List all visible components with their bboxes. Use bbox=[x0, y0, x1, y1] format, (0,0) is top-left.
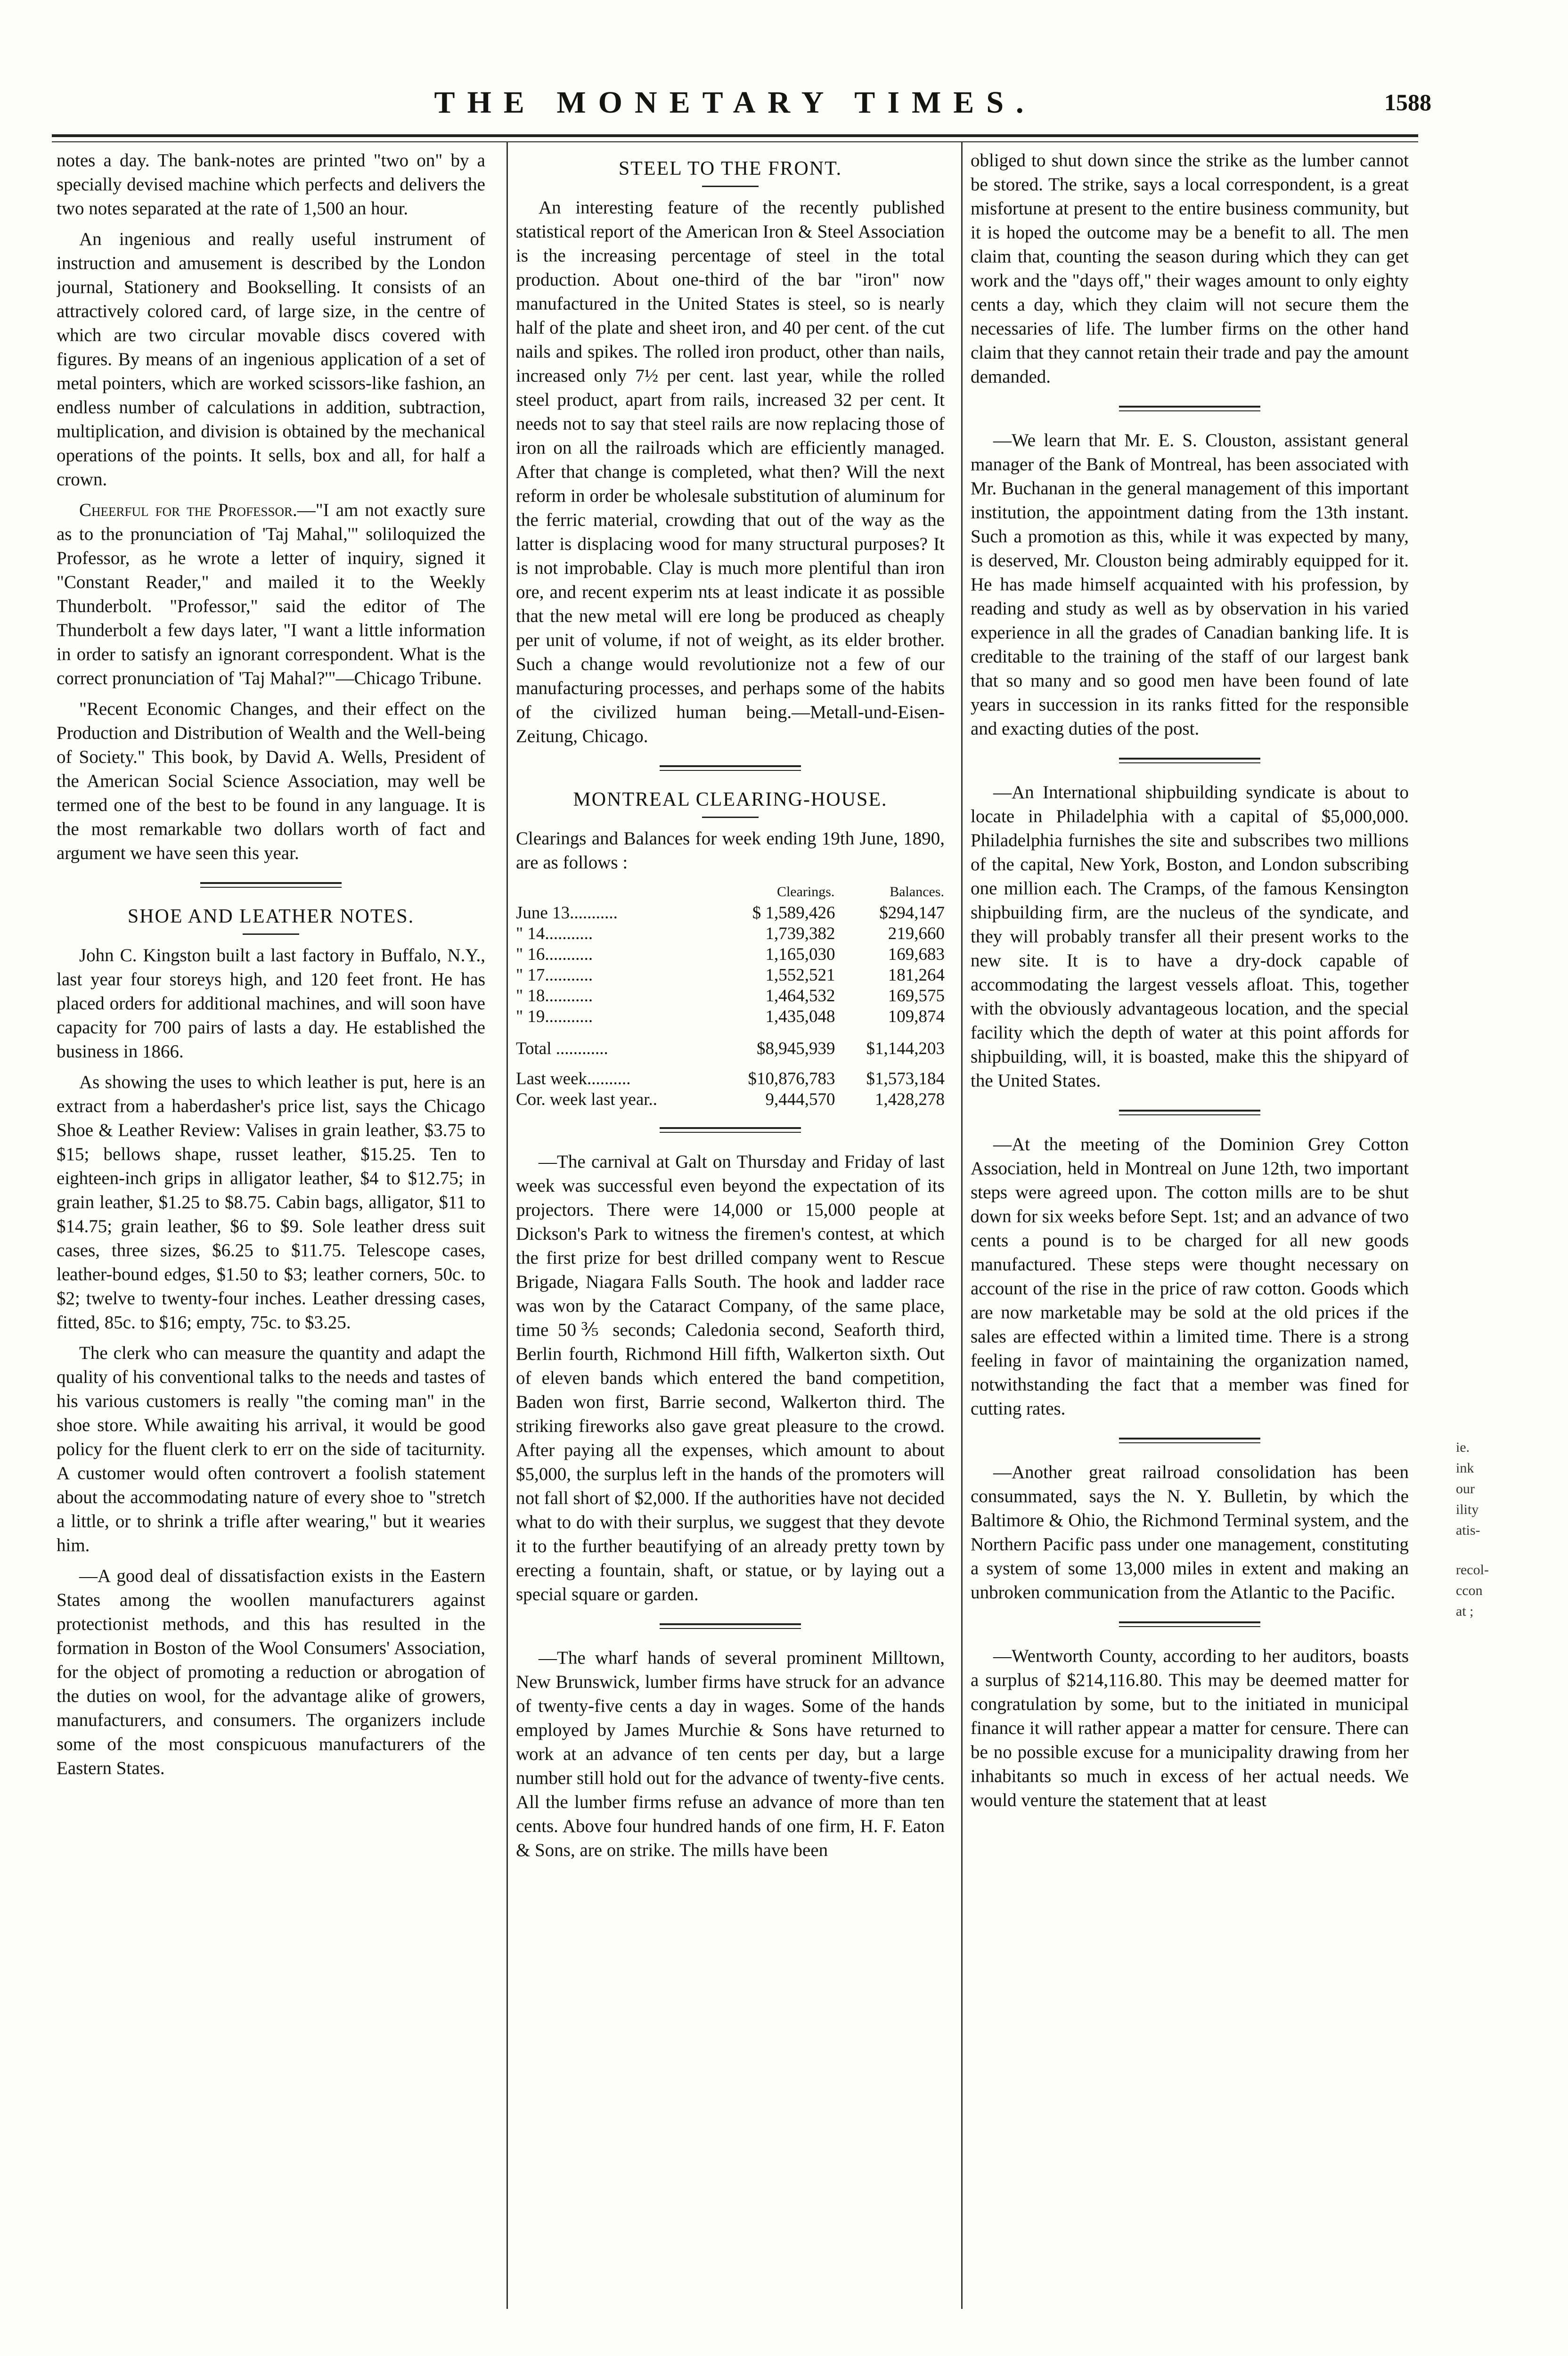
article-text: As showing the uses to which leather is put, here is an extract from a haberdasher's price list, says the Chicago Shoe & Leather Review: Valises in grain leather, $3.75 to $15; bellows shape, russet leather, $15.25. Ten to eighteen-inch grips in alligator leather, $4 to $12.75; in grain leather, $1.25 to $8.75. Cabin bags, alligator, $11 to $14.75; grain leather, $6 to $9. Sole leather dress suit cases, three sizes, $6.25 to $11.75. Telescope cases, leather-bound edges, $1.50 to $3; leather corners, 50c. to $2; twelve to twenty-four inches. Leather dressing cases, fitted, 85c. to $16; empty, 75c. to $3.25. bbox=[57, 1072, 485, 1333]
margin-fragment: recol- bbox=[1456, 1562, 1489, 1578]
separator-rule bbox=[1119, 1110, 1260, 1115]
article-text: notes a day. The bank-notes are printed "two on" by a specially devised machine which perfects and delivers the two notes separated at the rate of 1,500 an hour. bbox=[57, 150, 485, 219]
separator-rule bbox=[1119, 1621, 1260, 1627]
separator-rule bbox=[660, 765, 801, 771]
heading-rule bbox=[243, 933, 299, 935]
article-body: —"I am not exactly sure as to the pronunciation of 'Taj Mahal,'" soliloquized the Professor, as he wrote a letter of inquiry, signed it "Constant Reader," and mailed it to the Weekly Thunderbolt. "Professor," said the editor of The Thunderbolt a few days later, "I want a little information in order to satisfy an ignorant correspondent. What is the correct pronunciation of 'Taj Mahal?'"—Chicago Tribune. bbox=[57, 500, 485, 688]
margin-fragment: ility bbox=[1456, 1502, 1479, 1517]
article-text: —Wentworth County, according to her auditors, boasts a surplus of $214,116.80. This may be deemed matter for congratulation by some, but to the initiated in municipal finance it will rather appear a matter for censure. There can be no possible excuse for a municipality drawing from her inhabitants so much in excess of her actual needs. We would venture the statement that at least bbox=[971, 1646, 1409, 1810]
column-divider-2 bbox=[961, 141, 963, 2309]
column-3 bbox=[971, 148, 1409, 2316]
margin-fragment: at ; bbox=[1456, 1603, 1474, 1619]
article-text: An ingenious and really useful instrument of instruction and amusement is described by the London journal, Stationery and Bookselling. It consists of an attractively colored card, of large size, in the centre of which are two circular movable discs covered with figures. By means of an ingenious application of a set of metal pointers, which are worked scissors-like fashion, an endless number of calculations in addition, subtraction, multiplication, and division is obtained by the mechanical operations of the points. It sells, box and all, for half a crown. bbox=[57, 229, 485, 490]
margin-fragment: our bbox=[1456, 1481, 1475, 1497]
heading-rule bbox=[702, 186, 759, 187]
article-text: —A good deal of dissatisfaction exists in the Eastern States among the woollen manufacturers against protectionist methods, and this has resulted in the formation in Boston of the Wool Consumers' Association, for the object of promoting a reduction or abrogation of the duties on wool, for the advantage alike of growers, manufacturers, and consumers. The organizers include some of the most conspicuous manufacturers of the Eastern States. bbox=[57, 1566, 485, 1778]
separator-rule bbox=[1119, 758, 1260, 763]
article-text: —We learn that Mr. E. S. Clouston, assistant general manager of the Bank of Montreal, has been associated with Mr. Buchanan in the general management of this important institution, the appointment dating from the 13th instant. Such a promotion as this, while it was expected by many, is deserved, Mr. Clouston being admirably equipped for it. He has made himself acquainted with his profession, by reading and study as well as by observation in his varied experience in all the grades of Canadian banking life. It is creditable to the training of the staff of our largest bank that so many and so good men have been found of late years in succession in its ranks fitted for the responsible and exacting duties of the post. bbox=[971, 430, 1409, 739]
separator-rule bbox=[200, 882, 342, 888]
table-row: " 17........... 1,552,521 181,264 bbox=[516, 965, 945, 985]
column-2 bbox=[516, 148, 945, 2316]
article-text: John C. Kingston built a last factory in Buffalo, N.Y., last year four storeys high, and 120 feet front. He has placed orders for additional machines, and will soon have capacity for 700 pairs of lasts a day. He established the business in 1866. bbox=[57, 945, 485, 1062]
column-header-balances: Balances. bbox=[890, 884, 944, 900]
heading-rule bbox=[702, 817, 759, 818]
separator-rule bbox=[1119, 1438, 1260, 1443]
margin-fragment: ink bbox=[1456, 1460, 1474, 1476]
header-rule bbox=[52, 134, 1418, 137]
table-row: " 19........... 1,435,048 109,874 bbox=[516, 1007, 945, 1026]
section-heading: MONTREAL CLEARING-HOUSE. bbox=[573, 789, 888, 810]
section-heading: STEEL TO THE FRONT. bbox=[618, 158, 842, 180]
column-header-clearings: Clearings. bbox=[776, 884, 835, 900]
separator-rule bbox=[1119, 406, 1260, 411]
separator-rule bbox=[660, 1127, 801, 1133]
masthead: THE MONETARY TIMES. bbox=[434, 85, 1036, 120]
margin-fragment: ccon bbox=[1456, 1583, 1483, 1598]
table-row: June 13........... $ 1,589,426 $294,147 bbox=[516, 903, 945, 923]
article-text: obliged to shut down since the strike as the lumber cannot be stored. The strike, says a local correspondent, is a great misfortune at present to the entire business community, but it is hoped the outcome may be a benefit to all. The men claim that, counting the season during which they can get work and the "days off," their wages amount to only eighty cents a day, which they claim will not secure them the necessaries of life. The lumber firms on the other hand claim that they cannot retain their trade and pay the amount demanded. bbox=[971, 150, 1409, 387]
article-text: —Another great railroad consolidation has been consummated, says the N. Y. Bulletin, by which the Baltimore & Ohio, the Richmond Terminal system, and the Northern Pacific pass under one management, constituting a system of some 13,000 miles in extent and making an unbroken communication from the Atlantic to the Pacific. bbox=[971, 1462, 1409, 1603]
article-lead: Cheerful for the Professor. bbox=[79, 500, 297, 520]
separator-rule bbox=[660, 1623, 801, 1629]
margin-fragment: atis- bbox=[1456, 1522, 1480, 1538]
table-row-cor-week: Cor. week last year.. 9,444,570 1,428,278 bbox=[516, 1090, 945, 1109]
column-divider-1 bbox=[506, 141, 508, 2309]
header-rule-thin bbox=[52, 141, 1418, 142]
table-row: " 18........... 1,464,532 169,575 bbox=[516, 986, 945, 1006]
page-number: 1588 bbox=[1384, 89, 1431, 115]
article-text: An interesting feature of the recently published statistical report of the American Iron & Steel Association is the increasing percentage of steel in the total production. About one-third of the bar "iron" now manufactured in the United States is steel, so is nearly half of the plate and sheet iron, and 40 per cent. of the cut nails and spikes. The rolled iron product, other than nails, increased only 7½ per cent. last year, while the rolled steel product, apart from rails, increased 32 per cent. It needs not to say that steel rails are now replacing those of iron on all the railroads which are efficiently managed. After that change is completed, what then? Will the next reform in order be wholesale substitution of aluminum for the ferric material, crowding that out of the way as the latter is displacing wood for many structural purposes? It is not improbable. Clay is much more plentiful than iron ore, and recent experim nts at least indicate it as possible that the new metal will ere long be produced as cheaply per unit of volume, if not of weight, as its elder brother. Such a change would revolutionize not a few of our manufacturing processes, and perhaps some of the habits of the civilized human being.—Metall-und-Eisen-Zeitung, Chicago. bbox=[516, 197, 945, 746]
article-text: The clerk who can measure the quantity and adapt the quality of his conventional talks to the needs and tastes of his various customers is really "the coming man" in the shoe store. While awaiting his arrival, it would be good policy for the fluent clerk to err on the side of taciturnity. A customer would often controvert a foolish statement about the accommodating nature of every shoe to "stretch a little, or to shrink a trifle after wearing," but it wearies him. bbox=[57, 1343, 485, 1555]
section-heading: SHOE AND LEATHER NOTES. bbox=[127, 906, 415, 927]
article-text: —The carnival at Galt on Thursday and Friday of last week was successful even beyond the expectation of its projectors. There were 14,000 or 15,000 people at Dickson's Park to witness the firemen's contest, at which the first prize for best drilled company went to Rescue Brigade, Niagara Falls South. The hook and ladder race was won by the Cataract Company, of the same place, time 50⅗ seconds; Caledonia second, Seaforth third, Berlin fourth, Richmond Hill fifth, Walkerton sixth. Out of eleven bands which entered the band competition, Baden won first, Barrie second, Walkerton third. The striking fireworks also gave great pleasure to the crowd. After paying all the expenses, which amount to about $5,000, the surplus left in the hands of the promoters will not fall short of $2,000. If the authorities have not decided what to do with their surplus, we suggest that they devote it to the further beautifying of an already pretty town by erecting a fountain, shaft, or statue, or by laying out a special square or garden. bbox=[516, 1152, 945, 1604]
table-row-last-week: Last week.......... $10,876,783 $1,573,184 bbox=[516, 1069, 945, 1088]
article-text: —The wharf hands of several prominent Milltown, New Brunswick, lumber firms have struck for an advance of twenty-five cents a day in wages. Some of the hands employed by James Murchie & Sons have returned to work at an advance of ten cents per day, but a large number still hold out for the advance of twenty-five cents. All the lumber firms refuse an advance of more than ten cents. Above four hundred hands of one firm, H. F. Eaton & Sons, are on strike. The mills have been bbox=[516, 1648, 945, 1860]
table-row: " 16........... 1,165,030 169,683 bbox=[516, 945, 945, 964]
margin-fragment: ie. bbox=[1456, 1440, 1470, 1455]
table-row-total: Total ............ $8,945,939 $1,144,203 bbox=[516, 1039, 945, 1058]
article-text bbox=[57, 498, 485, 690]
table-row: " 14........... 1,739,382 219,660 bbox=[516, 924, 945, 943]
article-text: Clearings and Balances for week ending 19th June, 1890, are as follows : bbox=[516, 828, 945, 873]
clearing-house-table bbox=[516, 881, 945, 1110]
article-text: —An International shipbuilding syndicate is about to locate in Philadelphia with a capital of $5,000,000. Philadelphia furnishes the site and subscribes two millions of the capital, New York, Boston, and London subscribing one million each. The Cramps, of the famous Kensington shipbuilding firm, are the nucleus of the syndicate, and they will probably transfer all their present works to the new site. It is to have a dry-dock capable of accommodating the largest vessels afloat. This, together with the obviously advantageous location, and the special facility which the depth of water at this point affords for shipbuilding, will, it is boasted, make this the shipyard of the United States. bbox=[971, 782, 1409, 1091]
article-text: —At the meeting of the Dominion Grey Cotton Association, held in Montreal on June 12th, two important steps were agreed upon. The cotton mills are to be shut down for six weeks before Sept. 1st; and an advance of two cents a pound is to be charged for all new goods manufactured. These steps were thought necessary on account of the rise in the price of raw cotton. Goods which are now marketable may be sold at the old prices if the sales are effected within a limited time. There is a strong feeling in favor of maintaining the organization named, notwithstanding the fact that a member was fined for cutting rates. bbox=[971, 1134, 1409, 1419]
column-1 bbox=[57, 148, 485, 2316]
article-text: "Recent Economic Changes, and their effect on the Production and Distribution of Wealth and the Well-being of Society." This book, by David A. Wells, President of the American Social Science Association, may well be termed one of the best to be found in any language. It is the most remarkable two dollars worth of fact and argument we have seen this year. bbox=[57, 699, 485, 863]
